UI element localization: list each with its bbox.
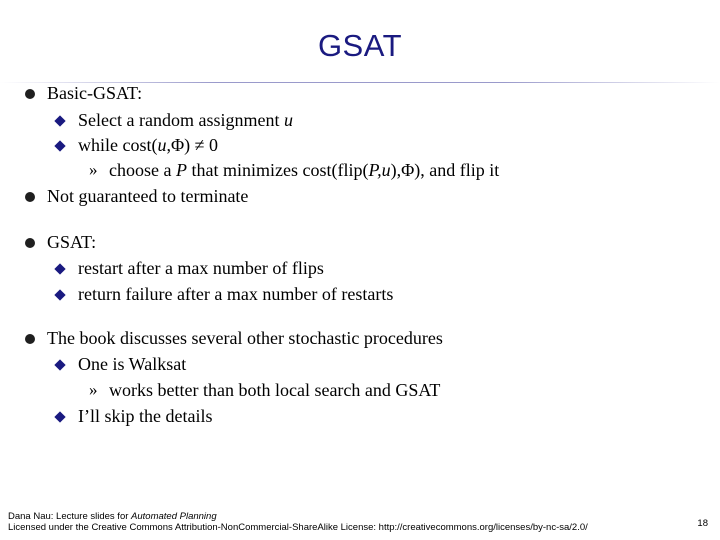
slide-title: GSAT	[317, 28, 403, 63]
guillemet-bullet-icon: »	[89, 160, 98, 179]
sub-bullet-skip-details: I’ll skip the details	[78, 406, 213, 426]
bullet-not-guaranteed: Not guaranteed to terminate	[47, 186, 249, 206]
sub-bullet-select-assignment: Select a random assignment u	[78, 110, 293, 130]
bullet-dot-icon	[25, 89, 35, 99]
diamond-bullet-icon	[54, 289, 65, 300]
sub-bullet-restart: restart after a max number of flips	[78, 258, 324, 278]
bullet-basic-gsat: Basic-GSAT:	[47, 83, 143, 103]
diamond-bullet-icon	[54, 115, 65, 126]
bullet-dot-icon	[25, 334, 35, 344]
diamond-bullet-icon	[54, 140, 65, 151]
bullet-dot-icon	[25, 238, 35, 248]
sub-sub-bullet-works-better: works better than both local search and GSAT	[109, 380, 441, 400]
guillemet-bullet-icon: »	[89, 380, 98, 399]
bullet-book-discusses: The book discusses several other stochastic procedures	[47, 328, 443, 348]
sub-bullet-return-failure: return failure after a max number of restarts	[78, 284, 394, 304]
sub-sub-bullet-choose-p: choose a P that minimizes cost(flip(P,u),Φ), and flip it	[109, 160, 500, 180]
diamond-bullet-icon	[54, 359, 65, 370]
sub-bullet-while-cost: while cost(u,Φ) ≠ 0	[78, 135, 219, 155]
footer-credit: Dana Nau: Lecture slides for Automated Planning	[8, 511, 217, 522]
diamond-bullet-icon	[54, 411, 65, 422]
page-number: 18	[697, 518, 708, 529]
diamond-bullet-icon	[54, 263, 65, 274]
sub-bullet-walksat: One is Walksat	[78, 354, 187, 374]
bullet-gsat: GSAT:	[47, 232, 97, 252]
bullet-dot-icon	[25, 192, 35, 202]
footer-license: Licensed under the Creative Commons Attribution-NonCommercial-ShareAlike License: http://creativecommons.org/licenses/by-nc-sa/2.0/	[8, 522, 588, 533]
